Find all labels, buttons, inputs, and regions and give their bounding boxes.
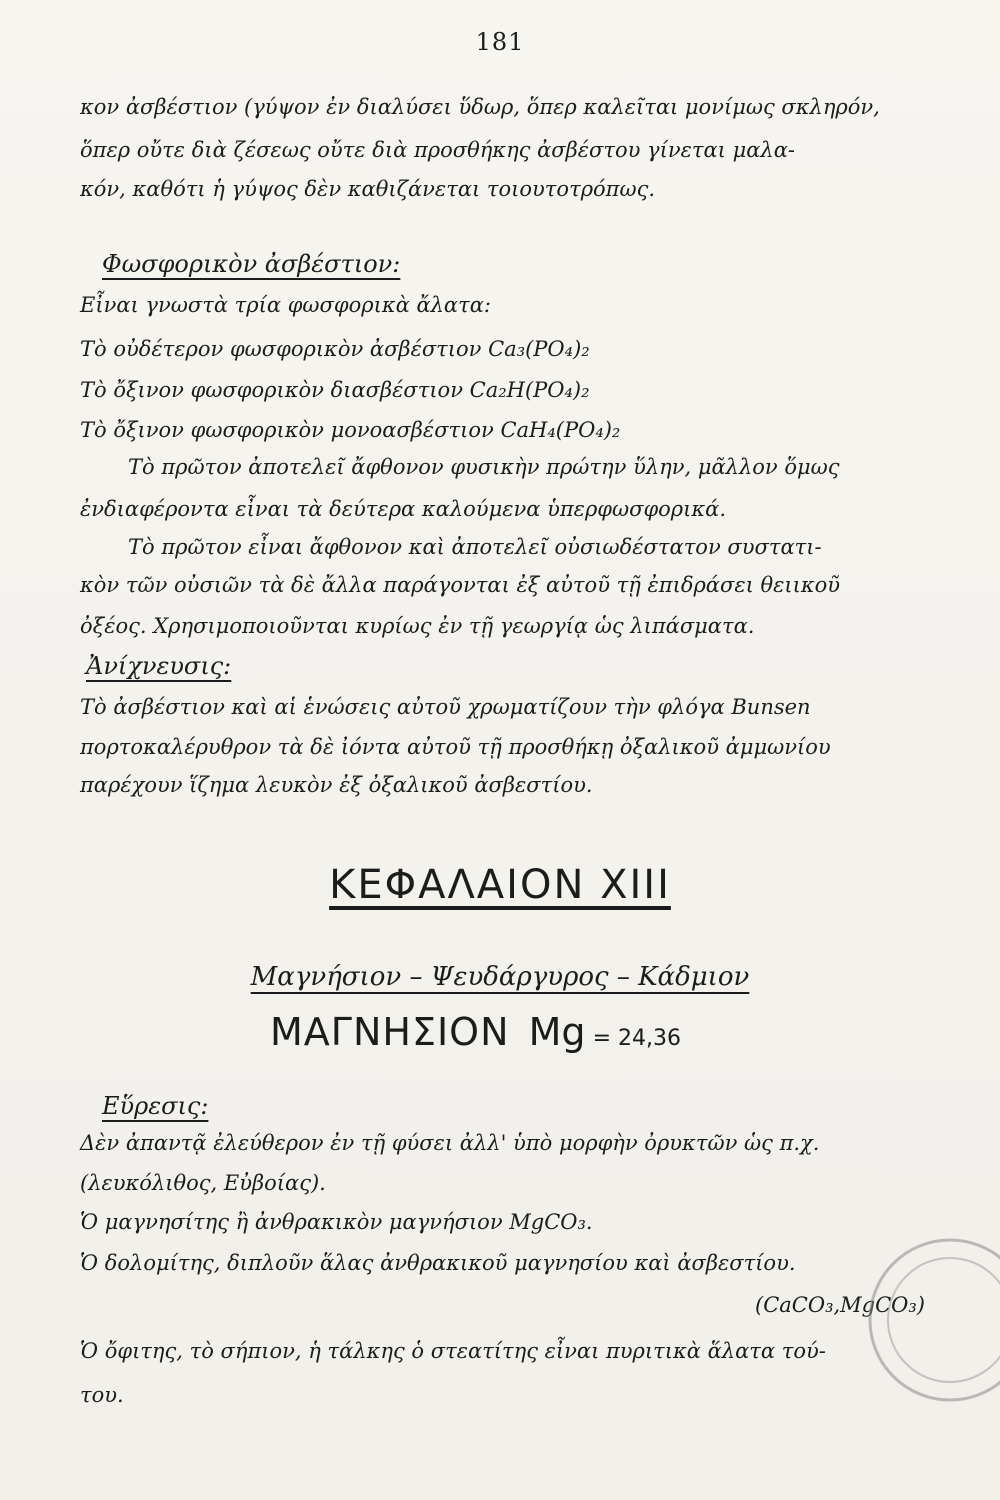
text-line: κόν, καθότι ἡ γύψος δὲν καθιζάνεται τοιουτοτρόπως.	[80, 177, 656, 201]
text-line: Τὸ πρῶτον ἀποτελεῖ ἄφθονον φυσικὴν πρώτην ὕλην, μᾶλλον ὅμως	[128, 455, 840, 479]
text-line: (λευκόλιθος, Εὐβοίας).	[80, 1171, 326, 1195]
element-mass: = 24,36	[592, 1026, 682, 1051]
chapter-subtitle: Μαγνήσιον – Ψευδάργυρος – Κάδμιον	[250, 962, 750, 992]
section-heading-detection: Ἀνίχνευσις:	[86, 652, 232, 680]
text-line: ὅπερ οὔτε διὰ ζέσεως οὔτε διὰ προσθήκης ἀσβέστου γίνεται μαλα-	[80, 138, 796, 162]
text-line: πορτοκαλέρυθρον τὰ δὲ ἰόντα αὐτοῦ τῇ προσθήκῃ ὀξαλικοῦ ἀμμωνίου	[80, 735, 831, 759]
text-line: Ὁ δολομίτης, διπλοῦν ἅλας ἀνθρακικοῦ μαγνησίου καὶ ἀσβεστίου.	[80, 1251, 796, 1275]
text-line: Τὸ ὄξινον φωσφορικὸν μονοασβέστιον CaH₄(PO₄)₂	[80, 418, 621, 442]
text-line: Ὁ ὄφιτης, τὸ σήπιον, ἡ τάλκης ὁ στεατίτης εἶναι πυριτικὰ ἅλατα τού-	[80, 1339, 826, 1363]
formula-line: (CaCO₃,MgCO₃)	[755, 1293, 925, 1317]
text-line: Τὸ ὄξινον φωσφορικὸν διασβέστιον Ca₂H(PO₄)₂	[80, 378, 590, 402]
text-line: του.	[80, 1383, 124, 1407]
text-line: ἐνδιαφέροντα εἶναι τὰ δεύτερα καλούμενα ὑπερφωσφορικά.	[80, 497, 727, 521]
text-line: Τὸ πρῶτον εἶναι ἄφθονον καὶ ἀποτελεῖ οὐσιωδέστατον συστατι-	[128, 535, 822, 559]
text-line: Δὲν ἀπαντᾷ ἐλεύθερον ἐν τῇ φύσει ἀλλ' ὑπὸ μορφὴν ὀρυκτῶν ὡς π.χ.	[80, 1131, 820, 1155]
section-heading-phosphate: Φωσφορικὸν ἀσβέστιον:	[102, 250, 401, 278]
element-heading	[270, 1010, 681, 1054]
text-line: Τὸ ἀσβέστιον καὶ αἱ ἑνώσεις αὐτοῦ χρωματίζουν τὴν φλόγα Bunsen	[80, 695, 811, 719]
text-line: Εἶναι γνωστὰ τρία φωσφορικὰ ἄλατα:	[80, 293, 491, 317]
section-heading-occurrence: Εὕρεσις:	[102, 1092, 209, 1120]
text-line: κὸν τῶν οὐσιῶν τὰ δὲ ἄλλα παράγονται ἐξ αὐτοῦ τῇ ἐπιδράσει θειικοῦ	[80, 573, 841, 597]
text-line: παρέχουν ἵζημα λευκὸν ἐξ ὀξαλικοῦ ἀσβεστίου.	[80, 773, 593, 797]
text-line: Τὸ οὐδέτερον φωσφορικὸν ἀσβέστιον Ca₃(PO₄)₂	[80, 337, 590, 361]
element-symbol: Mg	[528, 1010, 586, 1054]
text-line: Ὁ μαγνησίτης ἢ ἀνθρακικὸν μαγνήσιον MgCO₃.	[80, 1210, 593, 1234]
text-line: ὀξέος. Χρησιμοποιοῦνται κυρίως ἐν τῇ γεωργίᾳ ὡς λιπάσματα.	[80, 614, 755, 638]
element-name: ΜΑΓΝΗΣΙΟΝ	[270, 1010, 510, 1054]
library-stamp-icon	[800, 1200, 1000, 1500]
chapter-title: ΚΕΦΑΛΑΙΟΝ XIII	[329, 862, 671, 908]
text-line: κον ἀσβέστιον (γύψον ἐν διαλύσει ὕδωρ, ὅπερ καλεῖται μονίμως σκληρόν,	[80, 95, 880, 119]
page-number: 181	[475, 28, 525, 56]
